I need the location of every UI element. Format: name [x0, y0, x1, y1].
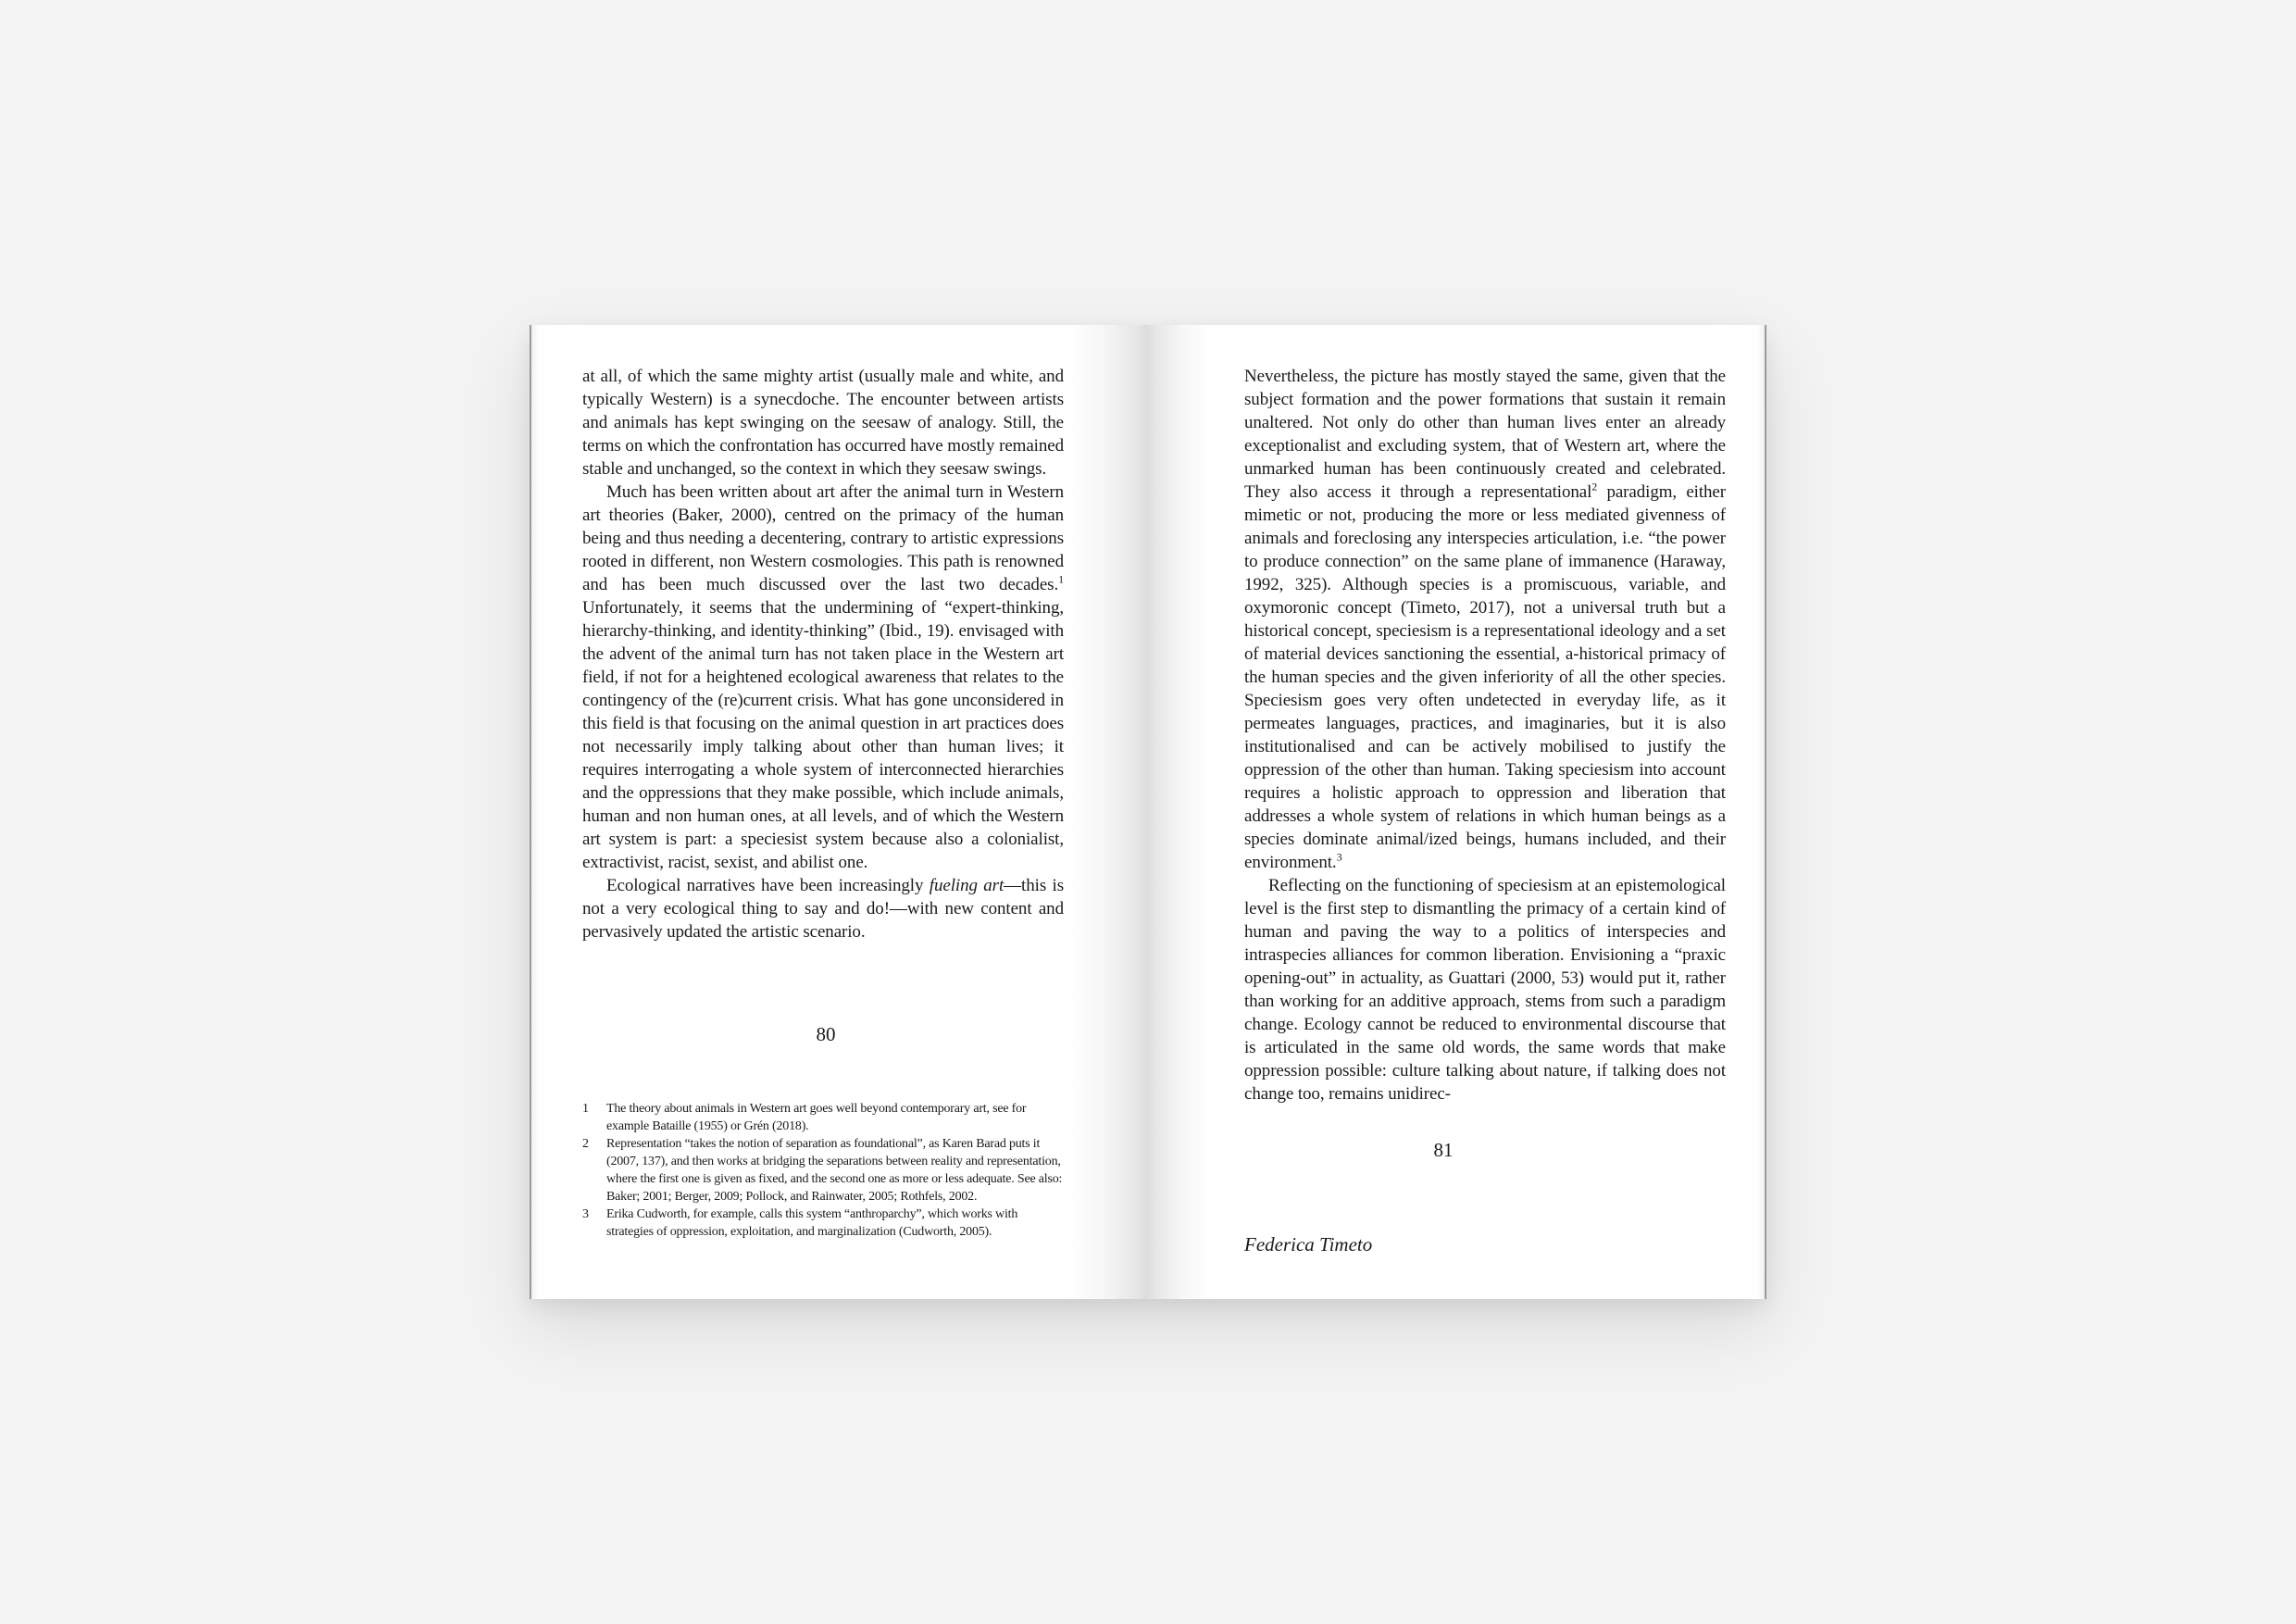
paragraph-text: Much has been written about art after the animal turn in Western art theories (Baker, 2000), centred on the primacy of the human being and thus needing a decentering, contrary to artistic expressions rooted in different, non Western cosmologies. This path is renowned and has been much discussed over the last two decades.	[582, 482, 1064, 594]
page-edge-shadow	[531, 325, 539, 1299]
book-spread	[530, 325, 1766, 1299]
footnote-reference: 1	[1058, 572, 1064, 586]
footnote-reference: 2	[1591, 480, 1598, 493]
paragraph-text: Nevertheless, the picture has mostly stayed the same, given that the subject formation and the power formations that sustain it remain unaltered. Not only do other than human lives enter an already exceptionalist and excluding system, that of Western art, where the unmarked human has been continuously created and celebrated. They also access it through a representational	[1244, 367, 1726, 502]
left-page	[530, 325, 1148, 1299]
right-page	[1148, 325, 1766, 1299]
gutter-shadow	[1065, 325, 1148, 1299]
body-paragraph	[1244, 874, 1726, 1106]
footnote	[582, 1206, 1064, 1241]
footnote	[582, 1135, 1064, 1206]
footnote	[582, 1100, 1064, 1135]
paragraph-text: Unfortunately, it seems that the undermining of “expert-thinking, hierarchy-thinking, and identity-thinking” (Ibid., 19). envisaged with the advent of the animal turn has not taken place in the Western art field, if not for a heightened ecological awareness that relates to the contingency of the (re)current crisis. What has gone unconsidered in this field is that focusing on the animal question in art practices does not necessarily imply talking about other than human lives; it requires interrogating a whole system of interconnected hierarchies and the oppressions that they make possible, which include animals, human and non human ones, at all levels, and of which the Western art system is part: a speciesist system because also a colonialist, extractivist, racist, sexist, and abilist one.	[582, 598, 1064, 872]
footnote-text: The theory about animals in Western art goes well beyond contemporary art, see for example Bataille (1955) or Grén (2018).	[606, 1102, 1027, 1133]
footnote-number: 2	[582, 1137, 589, 1151]
emphasized-text: fueling art	[929, 876, 1004, 895]
body-paragraph	[1244, 365, 1726, 874]
paragraph-text: paradigm, either mimetic or not, producing the more or less mediated givenness of animals and foreclosing any interspecies articulation, i.e. “the power to produce connection” on the same plane of immanence (Haraway, 1992, 325). Although species is a promiscuous, variable, and oxymoronic concept (Timeto, 2017), not a universal truth but a historical concept, speciesism is a representational ideology and a set of material devices sanctioning the essential, a-historical primacy of the human species and the given inferiority of all the other species. Speciesism goes very often undetected in everyday life, as it permeates languages, practices, and imaginaries, but it is also institutionalised and can be actively mobilised to justify the oppression of the other than human. Taking speciesism into account requires a holistic approach to oppression and liberation that addresses a whole system of relations in which human beings as a species dominate animal/ized beings, humans included, and their environment.	[1244, 482, 1726, 872]
page-edge-shadow	[1757, 325, 1765, 1299]
paragraph-text: —this is not a very ecological thing to say and do!—with new content and pervasively updated the artistic scenario.	[582, 876, 1064, 942]
body-paragraph	[582, 874, 1064, 943]
footnote-number: 3	[582, 1207, 589, 1221]
footnote-reference: 3	[1336, 850, 1342, 864]
body-paragraph	[582, 365, 1064, 481]
body-paragraph	[582, 481, 1064, 874]
gutter-shadow	[1148, 325, 1213, 1299]
paragraph-text: at all, of which the same mighty artist (usually male and white, and typically Western) is a synecdoche. The encounter between artists and animals has kept swinging on the seesaw of analogy. Still, the terms on which the confrontation has occurred have mostly remained stable and unchanged, so the context in which they seesaw swings.	[582, 367, 1064, 479]
paragraph-text: Ecological narratives have been increasingly	[606, 876, 930, 895]
footnotes	[582, 1100, 1064, 1241]
right-body-text	[1244, 365, 1726, 1106]
footnote-text: Representation “takes the notion of separation as foundational”, as Karen Barad puts it (2007, 137), and then works at bridging the separations between reality and representation, where the first one is given as fixed, and the second one as more or less adequate. See also: Baker; 2001; Berger, 2009; Pollock, and Rainwater, 2005; Rothfels, 2002.	[606, 1137, 1063, 1204]
running-footer-author: Federica Timeto	[1244, 1233, 1373, 1255]
page-number-left: 80	[816, 1023, 836, 1045]
paragraph-text: Reflecting on the functioning of speciesism at an epistemological level is the first step to dismantling the primacy of a certain kind of human and paving the way to a politics of interspecies and intraspecies alliances for common liberation. Envisioning a “praxic opening-out” in actuality, as Guattari (2000, 53) would put it, rather than working for an additive approach, stems from such a paradigm change. Ecology cannot be reduced to environmental discourse that is articulated in the same old words, the same words that make oppression possible: culture talking about nature, if talking does not change too, remains unidirec-	[1244, 876, 1726, 1104]
left-body-text	[582, 365, 1064, 943]
footnote-number: 1	[582, 1102, 589, 1116]
page-number-right: 81	[1433, 1139, 1454, 1161]
footnote-text: Erika Cudworth, for example, calls this system “anthroparchy”, which works with strategies of oppression, exploitation, and marginalization (Cudworth, 2005).	[606, 1207, 1018, 1239]
